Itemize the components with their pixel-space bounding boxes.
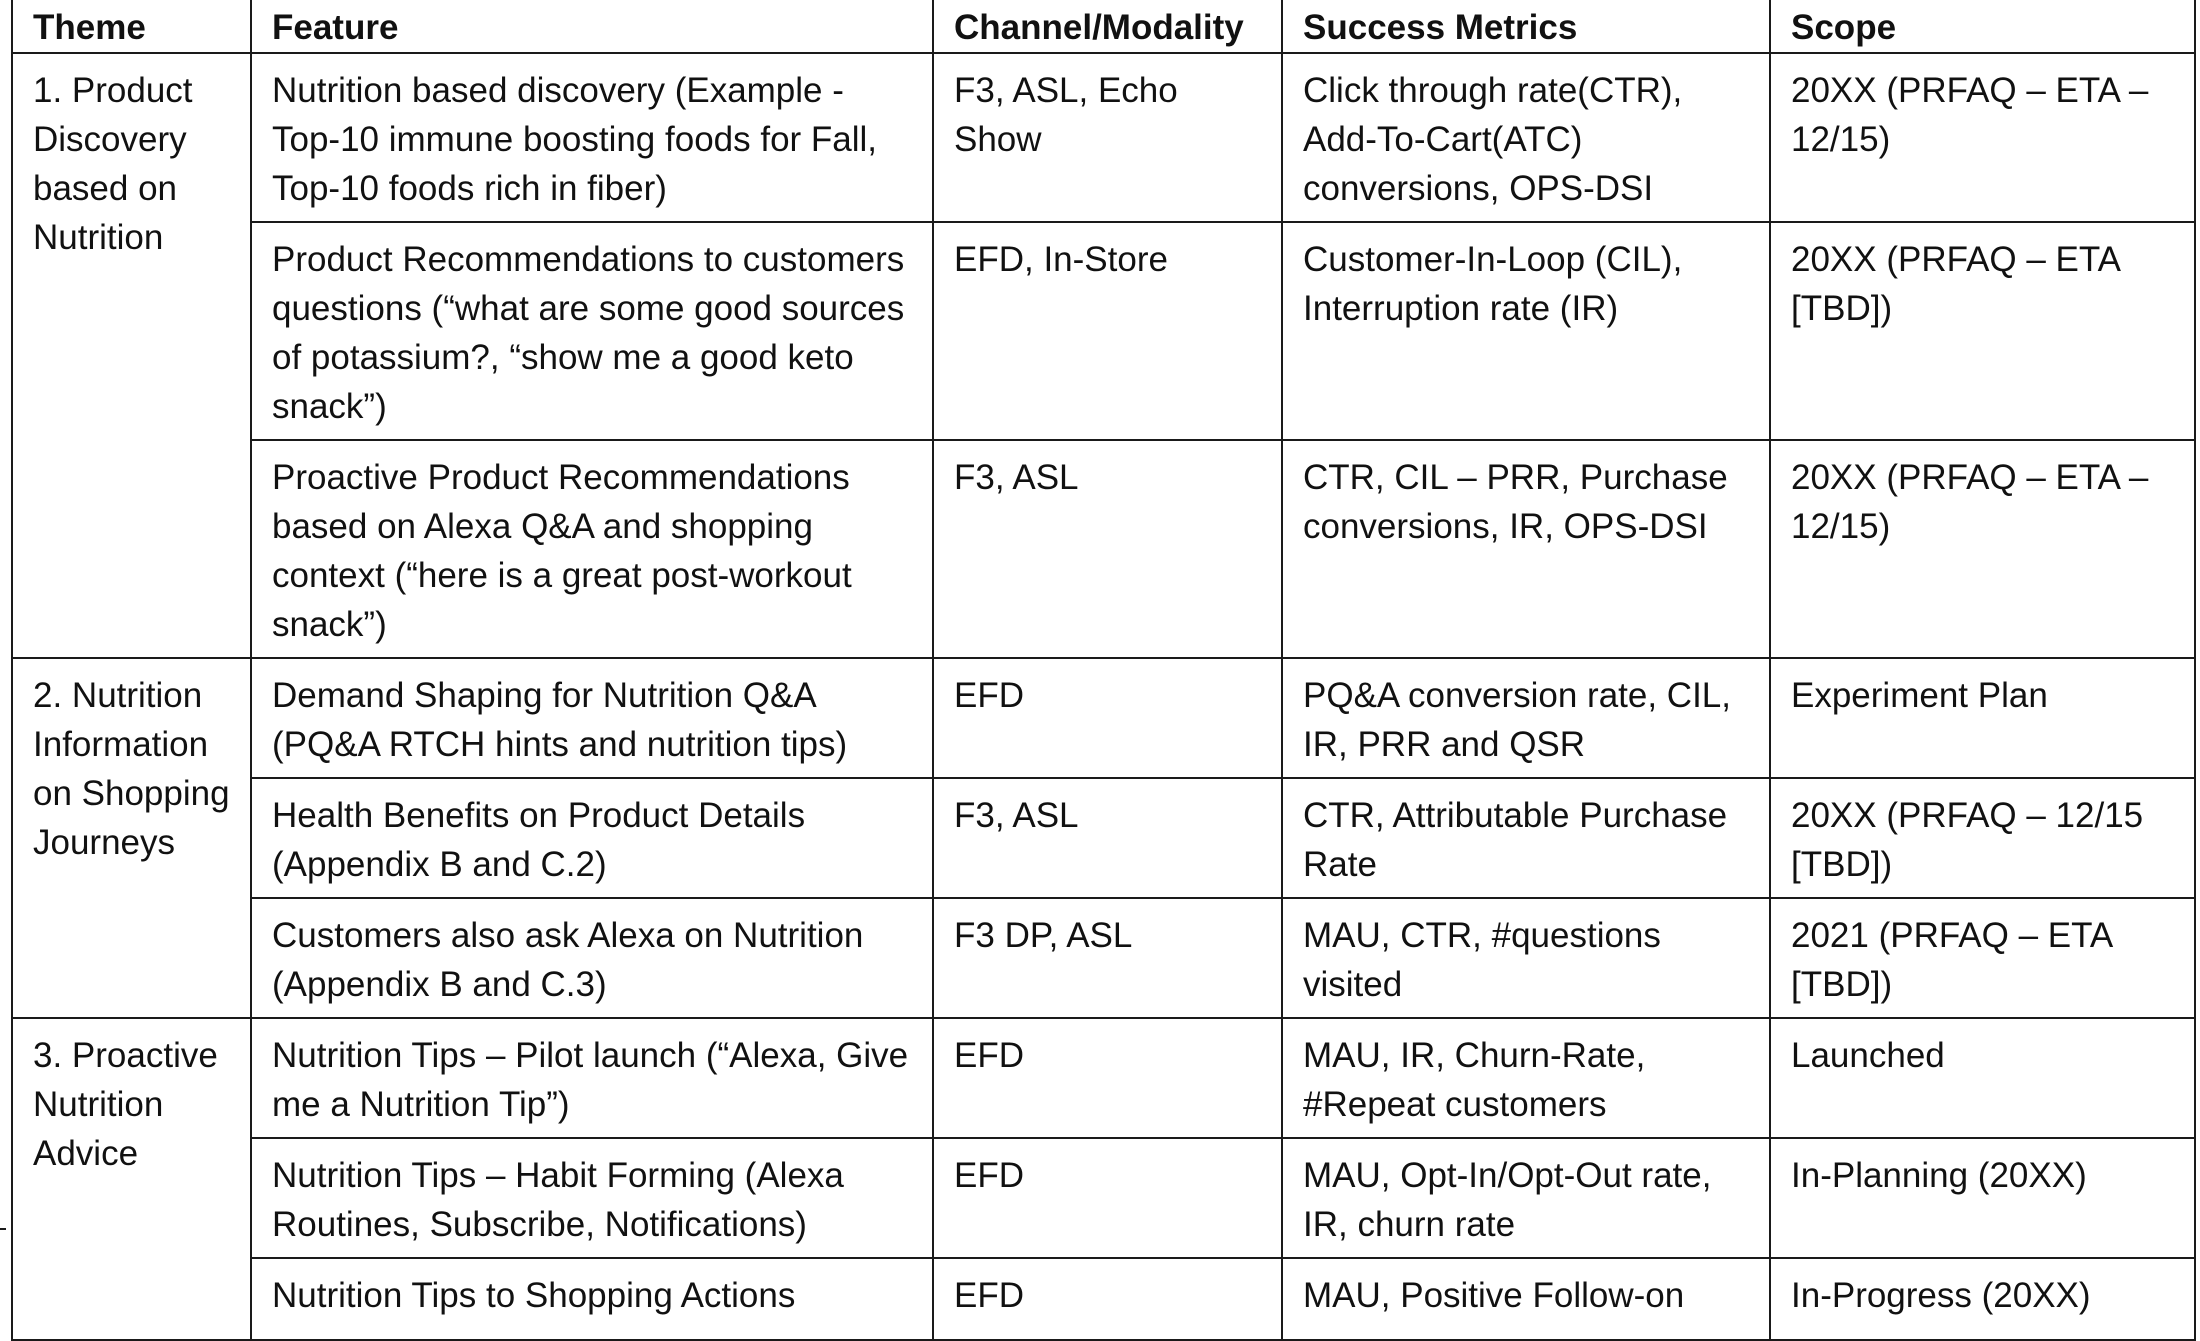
feature-cell: Product Recommendations to customers questions (“what are some good sources of potassium?, “show me a good keto snack”) — [251, 222, 933, 440]
metrics-cell: CTR, CIL – PRR, Purchase conversions, IR, OPS-DSI — [1282, 440, 1770, 658]
metrics-cell: MAU, Opt-In/Opt-Out rate, IR, churn rate — [1282, 1138, 1770, 1258]
scope-cell: 20XX (PRFAQ – ETA – 12/15) — [1770, 53, 2195, 222]
channel-cell: F3 DP, ASL — [933, 898, 1282, 1018]
feature-cell: Nutrition Tips – Pilot launch (“Alexa, Give me a Nutrition Tip”) — [251, 1018, 933, 1138]
feature-cell: Nutrition based discovery (Example - Top-10 immune boosting foods for Fall, Top-10 foods rich in fiber) — [251, 53, 933, 222]
feature-cell: Demand Shaping for Nutrition Q&A (PQ&A RTCH hints and nutrition tips) — [251, 658, 933, 778]
feature-cell: Health Benefits on Product Details (Appendix B and C.2) — [251, 778, 933, 898]
table-row — [12, 222, 2195, 440]
metrics-cell: MAU, IR, Churn-Rate, #Repeat customers — [1282, 1018, 1770, 1138]
feature-cell: Customers also ask Alexa on Nutrition (Appendix B and C.3) — [251, 898, 933, 1018]
header-row — [12, 0, 2195, 53]
scope-cell: 20XX (PRFAQ – 12/15 [TBD]) — [1770, 778, 2195, 898]
table-row — [12, 53, 2195, 222]
metrics-cell: MAU, CTR, #questions visited — [1282, 898, 1770, 1018]
header-feature: Feature — [251, 0, 933, 53]
page-edge-mark — [0, 1228, 6, 1230]
feature-cell: Nutrition Tips to Shopping Actions — [251, 1258, 933, 1340]
channel-cell: EFD — [933, 658, 1282, 778]
table-row — [12, 778, 2195, 898]
table-row — [12, 440, 2195, 658]
header-theme: Theme — [12, 0, 251, 53]
table-row — [12, 658, 2195, 778]
scope-cell: In-Planning (20XX) — [1770, 1138, 2195, 1258]
scope-cell: 20XX (PRFAQ – ETA – 12/15) — [1770, 440, 2195, 658]
header-success-metrics: Success Metrics — [1282, 0, 1770, 53]
channel-cell: F3, ASL, Echo Show — [933, 53, 1282, 222]
table-row — [12, 1258, 2195, 1340]
scope-cell: Launched — [1770, 1018, 2195, 1138]
table-row — [12, 898, 2195, 1018]
metrics-cell: PQ&A conversion rate, CIL, IR, PRR and QSR — [1282, 658, 1770, 778]
scope-cell: 2021 (PRFAQ – ETA [TBD]) — [1770, 898, 2195, 1018]
channel-cell: EFD — [933, 1018, 1282, 1138]
theme-cell: 1. Product Discovery based on Nutrition — [12, 53, 251, 658]
metrics-cell: Customer-In-Loop (CIL), Interruption rate (IR) — [1282, 222, 1770, 440]
metrics-cell: MAU, Positive Follow-on — [1282, 1258, 1770, 1340]
channel-cell: EFD — [933, 1138, 1282, 1258]
nutrition-roadmap-table — [11, 0, 2196, 1341]
channel-cell: EFD, In-Store — [933, 222, 1282, 440]
metrics-cell: CTR, Attributable Purchase Rate — [1282, 778, 1770, 898]
table-row — [12, 1138, 2195, 1258]
theme-cell: 3. Proactive Nutrition Advice — [12, 1018, 251, 1340]
channel-cell: F3, ASL — [933, 778, 1282, 898]
channel-cell: F3, ASL — [933, 440, 1282, 658]
scope-cell: Experiment Plan — [1770, 658, 2195, 778]
metrics-cell: Click through rate(CTR), Add-To-Cart(ATC) conversions, OPS-DSI — [1282, 53, 1770, 222]
scope-cell: In-Progress (20XX) — [1770, 1258, 2195, 1340]
header-scope: Scope — [1770, 0, 2195, 53]
theme-cell: 2. Nutrition Information on Shopping Journeys — [12, 658, 251, 1018]
table-row — [12, 1018, 2195, 1138]
scope-cell: 20XX (PRFAQ – ETA [TBD]) — [1770, 222, 2195, 440]
feature-cell: Proactive Product Recommendations based on Alexa Q&A and shopping context (“here is a great post-workout snack”) — [251, 440, 933, 658]
channel-cell: EFD — [933, 1258, 1282, 1340]
header-channel: Channel/Modality — [933, 0, 1282, 53]
feature-cell: Nutrition Tips – Habit Forming (Alexa Routines, Subscribe, Notifications) — [251, 1138, 933, 1258]
